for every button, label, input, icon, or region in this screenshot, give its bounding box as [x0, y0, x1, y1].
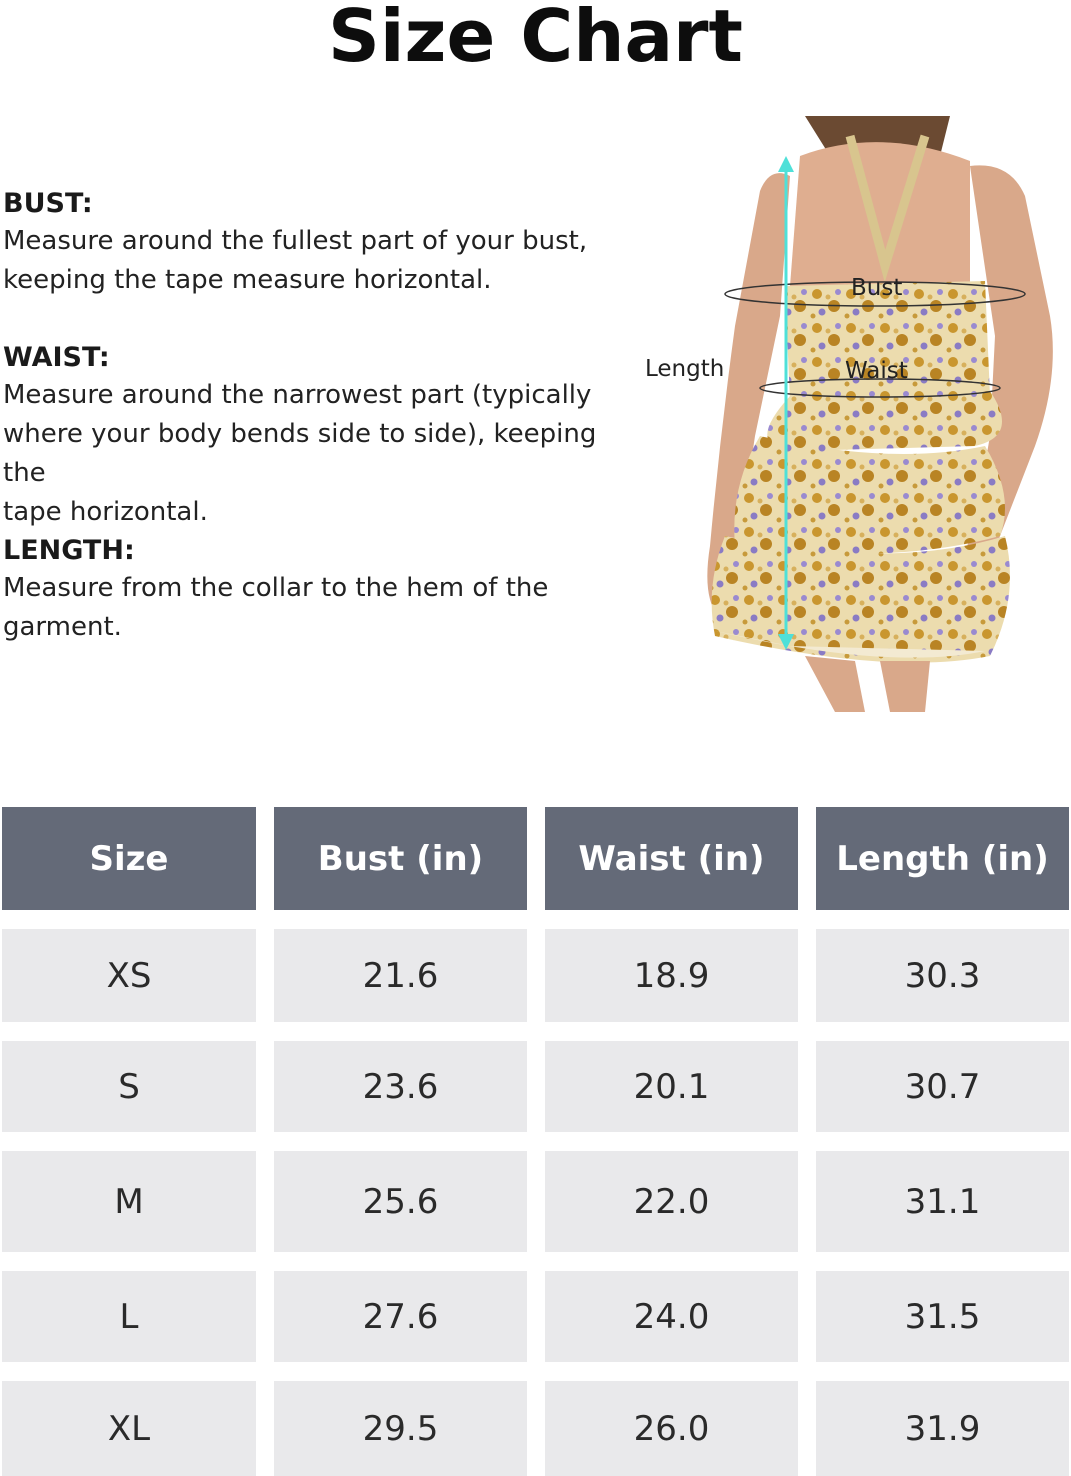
bust-heading: BUST:	[3, 188, 93, 219]
header-size: Size	[2, 807, 256, 910]
table-cell-waist: 24.0	[545, 1271, 798, 1362]
table-cell-waist: 20.1	[545, 1041, 798, 1132]
table-cell-length: 30.3	[816, 929, 1069, 1022]
dress-illustration	[640, 116, 1071, 712]
length-arrow-head-top	[778, 156, 794, 172]
table-cell-bust: 27.6	[274, 1271, 527, 1362]
bust-line-2: keeping the tape measure horizontal.	[3, 265, 492, 295]
waist-heading: WAIST:	[3, 342, 110, 373]
bust-instructions	[3, 186, 587, 300]
table-cell-waist: 22.0	[545, 1151, 798, 1252]
table-cell-size: XS	[2, 929, 256, 1022]
header-waist: Waist (in)	[545, 807, 798, 910]
table-cell-waist: 18.9	[545, 929, 798, 1022]
header-length: Length (in)	[816, 807, 1069, 910]
table-cell-length: 30.7	[816, 1041, 1069, 1132]
waist-label: Waist	[845, 358, 908, 384]
table-cell-size: S	[2, 1041, 256, 1132]
waist-line-2: where your body bends side to side), keeping the	[3, 419, 597, 488]
length-line-2: garment.	[3, 612, 122, 642]
page-title: Size Chart	[328, 0, 743, 78]
length-instructions	[3, 533, 548, 647]
length-heading: LENGTH:	[3, 535, 135, 566]
table-cell-size: XL	[2, 1381, 256, 1476]
table-cell-bust: 21.6	[274, 929, 527, 1022]
table-cell-length: 31.9	[816, 1381, 1069, 1476]
bust-line-1: Measure around the fullest part of your bust,	[3, 226, 588, 256]
dress-model-figure	[640, 116, 1071, 712]
table-cell-length: 31.1	[816, 1151, 1069, 1252]
table-cell-size: M	[2, 1151, 256, 1252]
header-bust: Bust (in)	[274, 807, 527, 910]
waist-line-1: Measure around the narrowest part (typically	[3, 380, 592, 410]
waist-instructions	[3, 340, 623, 532]
table-cell-size: L	[2, 1271, 256, 1362]
table-cell-bust: 29.5	[274, 1381, 527, 1476]
length-line-1: Measure from the collar to the hem of the	[3, 573, 549, 603]
table-cell-waist: 26.0	[545, 1381, 798, 1476]
table-cell-length: 31.5	[816, 1271, 1069, 1362]
table-cell-bust: 25.6	[274, 1151, 527, 1252]
waist-line-3: tape horizontal.	[3, 497, 208, 527]
bust-label: Bust	[851, 275, 903, 301]
table-cell-bust: 23.6	[274, 1041, 527, 1132]
length-label: Length	[645, 356, 725, 382]
